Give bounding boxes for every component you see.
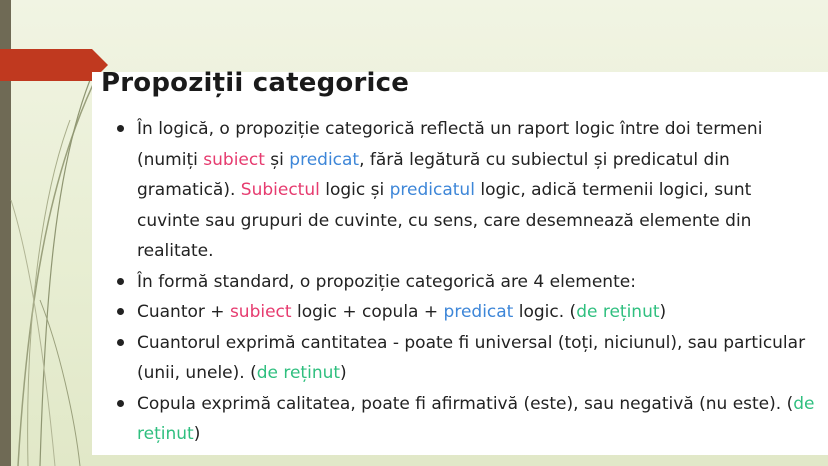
bullet-item-2 — [117, 267, 817, 298]
slide-title: Propoziții categorice — [101, 68, 410, 98]
bullet-3-text-1: Cuantor + — [137, 302, 230, 322]
bullet-3-text-3: logic. ( — [513, 302, 577, 322]
bullet-1-text-5: logic, adică termenii logici, sunt cuvinte sau grupuri de cuvinte, cu sens, care desemnează elemente din realitate. — [137, 180, 752, 261]
bullet-item-3 — [117, 297, 817, 328]
bullet-2-text-1: În formă standard, o propoziție categorică are 4 elemente: — [137, 271, 636, 292]
note-remember: de reținut — [576, 302, 660, 322]
bullet-3-text-4: ) — [659, 302, 667, 322]
term-subject-logical: Subiectul — [240, 180, 320, 200]
term-subject: subiect — [229, 302, 292, 322]
bullet-1-text-1: În logică, o propoziție categorică reflectă un raport logic între doi termeni (numiți — [137, 119, 763, 170]
bullet-list — [117, 114, 817, 450]
term-predicate-logical: predicatul — [389, 180, 475, 200]
bullet-1-text-4: logic și — [319, 180, 390, 200]
bullet-item-5 — [117, 389, 817, 450]
term-predicate: predicat — [443, 302, 514, 322]
bullet-dot-icon — [117, 125, 124, 132]
bullet-1-text-2: și — [264, 149, 290, 170]
bullet-1-text-3: , fără legătură cu subiectul și predicatul din gramatică). — [137, 149, 730, 200]
bullet-item-4 — [117, 328, 817, 389]
note-remember: de reținut — [256, 363, 341, 383]
bullet-dot-icon — [117, 339, 124, 346]
bullet-dot-icon — [117, 400, 124, 407]
bullet-3-text-2: logic + copula + — [291, 302, 444, 322]
term-subject: subiect — [203, 149, 265, 170]
note-remember: de reținut — [137, 393, 815, 444]
bullet-item-1 — [117, 114, 817, 267]
bullet-4-text-2: ) — [340, 363, 347, 383]
bullet-4-text-1: Cuantorul exprimă cantitatea - poate fi universal (toți, niciunul), sau particular (unii, unele). ( — [137, 332, 806, 383]
bullet-5-text-1: Copula exprimă calitatea, poate fi afirmativă (este), sau negativă (nu este). ( — [137, 393, 794, 414]
bullet-5-text-2: ) — [193, 424, 201, 444]
bullet-dot-icon — [117, 278, 124, 285]
bullet-dot-icon — [117, 308, 124, 315]
term-predicate: predicat — [289, 149, 360, 170]
